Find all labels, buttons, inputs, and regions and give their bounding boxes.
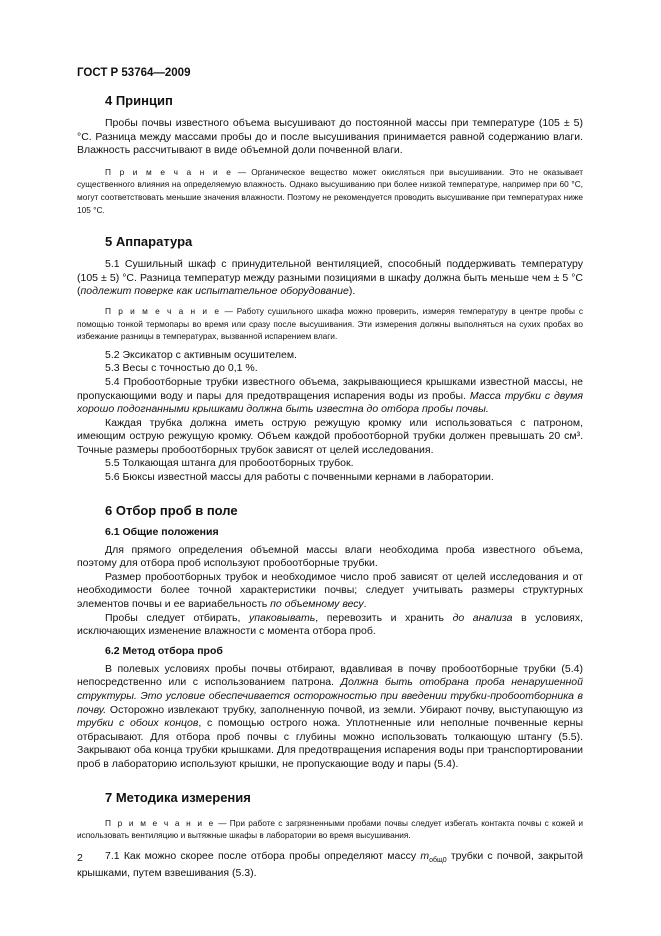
section-6-1-paragraph-2: Размер пробоотборных трубок и необходимое число проб зависят от целей исследования и от необходимости более точной характеристики почвы; следует учитывать размеры структурных элементов почвы и ее вариабельность по объемному весу. [77, 570, 583, 611]
item-5-6: 5.6 Бюксы известной массы для работы с почвенными кернами в лаборатории. [105, 471, 494, 484]
item-5-4-continued: Каждая трубка должна иметь острую режущую кромку или использоваться с патроном, имеющим острую режущую кромку. Объем каждой пробоотборной трубки должен превышать 20 см³. Точные размеры пробоотборных трубок зависят от целей исследования. [77, 416, 583, 456]
section-6-title: 6 Отбор проб в поле [105, 502, 238, 518]
section-5-note [77, 305, 583, 343]
section-6-1-paragraph-1: Для прямого определения объемной массы влаги необходима проба известного объема, поэтому для отбора проб используют пробоотборные трубки. [77, 543, 583, 570]
page-number: 2 [77, 852, 83, 864]
section-6-1-paragraph-3: Пробы следует отбирать, упаковывать, перевозить и хранить до анализа в условиях, исключающих изменение влажности с момента отбора проб. [77, 611, 584, 638]
section-5-title: 5 Аппаратура [105, 234, 193, 250]
note-text: — Работу сушильного шкафа можно проверить, измеряя температуру в центре пробы с помощью тонкой термопары во время или сразу после высушивания. Эти измерения должны выполняться на сухих пробах во избежание разницы в температурах, вызванной испарением влаги. [77, 305, 583, 342]
note-text: — При работе с загрязненными пробами почвы следует избегать контакта почвы с кожей и использовать вентиляцию и вытяжные шкафы в лаборатории во время высушивания. [77, 817, 583, 841]
section-4-note [77, 166, 583, 216]
section-7-note [77, 817, 583, 842]
document-body [77, 93, 583, 881]
subsection-6-1-title: 6.1 Общие положения [105, 525, 219, 538]
section-6-2-paragraph: В полевых условиях пробы почвы отбирают, вдавливая в почву пробоотборные трубки (5.4) непосредственно или с использованием патрона. Должна быть отобрана проба ненарушенной структуры. Это условие обеспечивается осторожностью при введении трубки-пробоотборника в почву. Осторожно извлекают трубку, заполненную почвой, из земли. Убирают почву, выступающую из трубки с обоих концов, с помощью острого ножа. Уплотненные или неполные почвенные керны отбрасывают. Для отбора проб почвы с глубины можно использовать толкающую штангу (5.5). Закрывают оба конца трубки крышками. Для предотвращения испарения воды при транспортировании проб в лабораторию используют крышки, не пропускающие воду и пары (5.4). [77, 662, 583, 770]
item-7-1: 7.1 Как можно скорее после отбора пробы определяют массу $m_{общ0}$ трубки с почвой, закрытой крышками, путем взвешивания (5.3). [77, 849, 583, 880]
note-label: П р и м е ч а н и е [105, 305, 221, 316]
section-4-paragraph: Пробы почвы известного объема высушивают до постоянной массы при температуре (105 ± 5) °С. Разница между массами пробы до и после высушивания принимается равной содержанию влаги. Влажность рассчитывают в виде объемной доли почвенной влаги. [77, 117, 583, 157]
item-5-4: 5.4 Пробоотборные трубки известного объема, закрывающиеся крышками известной массы, не пропускающими воду и пары для предотвращения испарения воды из пробы. Масса трубки с двумя хорошо подогнанными крышками должна быть известна до отбора пробы почвы. [77, 375, 583, 416]
note-label: П р и м е ч а н и е [105, 817, 215, 828]
item-5-5: 5.5 Толкающая штанга для пробоотборных трубок. [105, 457, 354, 470]
item-5-3: 5.3 Весы с точностью до 0,1 %. [105, 362, 258, 375]
note-label: П р и м е ч а н и е [105, 166, 233, 177]
note-text: — Органическое вещество может окисляться при высушивании. Это не оказывает существенного влияния на определяемую влажность. Однако высушиванию при более низкой температуре, например при 60 °С, могут соответствовать меньшие значения влажности. Поэтому не рекомендуется проводить высушивание при температурах ниже 105 °С. [77, 166, 583, 215]
section-7-title: 7 Методика измерения [105, 789, 251, 805]
item-5-1: 5.1 Сушильный шкаф с принудительной вентиляцией, способный поддерживать температуру (105 ± 5) °С. Разница температур между разными позициями в шкафу должна быть меньше чем ± 5 °С (подлежит поверке как испытательное оборудование). [77, 258, 583, 298]
section-4-title: 4 Принцип [105, 93, 173, 108]
subsection-6-2-title: 6.2 Метод отбора проб [105, 644, 223, 657]
item-5-2: 5.2 Эксикатор с активным осушителем. [105, 348, 297, 361]
document-header: ГОСТ Р 53764—2009 [77, 67, 191, 79]
